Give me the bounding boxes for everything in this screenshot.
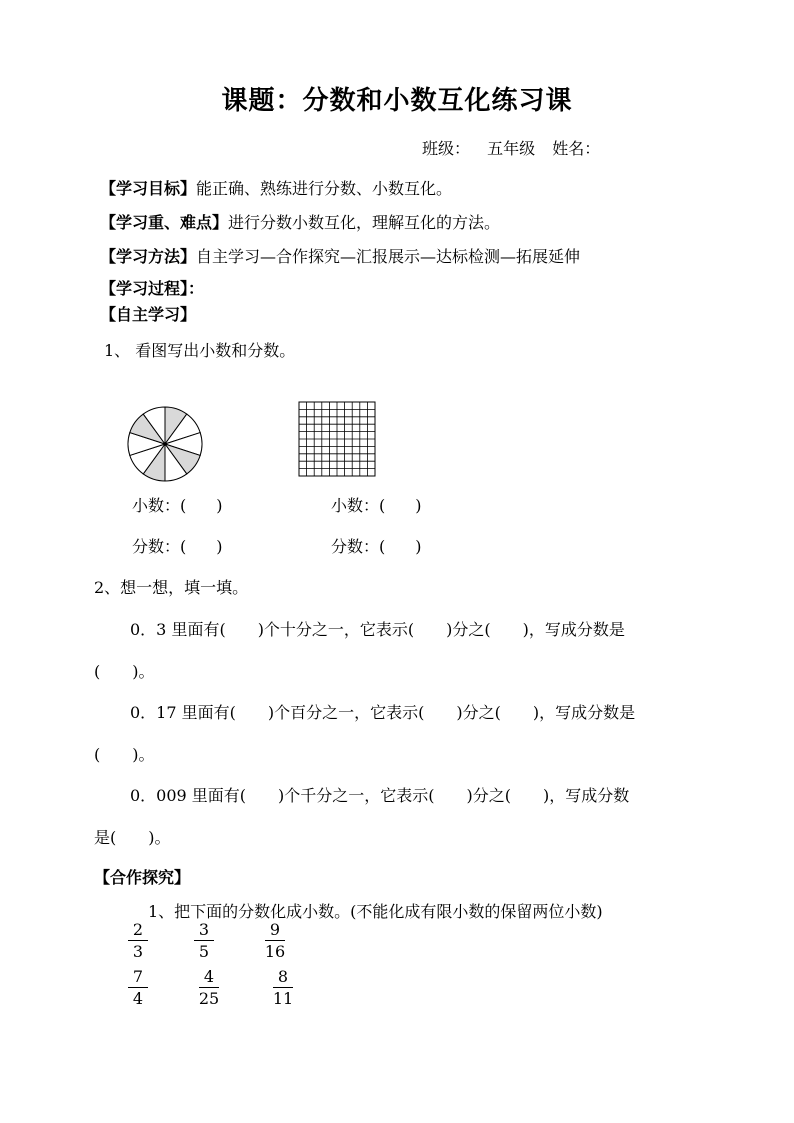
hundred-grid-diagram — [298, 401, 376, 477]
class-label: 班级： — [422, 139, 471, 158]
fraction-numerator: 4 — [203, 967, 215, 986]
coop-label: 【合作探究】 — [94, 868, 191, 887]
objective-text: 能正确、熟练进行分数、小数互化。 — [196, 179, 453, 198]
fraction — [120, 921, 156, 961]
question-2-line-1-cont: ( )。 — [94, 662, 155, 681]
fraction-numerator: 7 — [132, 967, 144, 986]
fraction-bar — [194, 940, 214, 941]
fraction-bar — [273, 987, 293, 988]
question-2-line-2-cont: ( )。 — [94, 745, 155, 764]
grid-decimal-label: 小数：( — [331, 496, 386, 515]
pie-diagram — [126, 405, 204, 483]
pie-fraction-line: 分数：( ) — [132, 537, 223, 556]
class-name-line — [422, 136, 612, 159]
fraction-denominator: 4 — [132, 989, 144, 1008]
pie-decimal-label: 小数：( — [132, 496, 187, 515]
fraction-denominator: 16 — [264, 942, 286, 961]
fraction-numerator: 8 — [277, 967, 289, 986]
process-line — [100, 276, 204, 299]
method-text: 自主学习—合作探究—汇报展示—达标检测—拓展延伸 — [196, 247, 581, 266]
fraction-denominator: 11 — [272, 989, 294, 1008]
fraction — [257, 921, 293, 961]
fraction-bar — [128, 940, 148, 941]
fraction-numerator: 9 — [269, 920, 281, 939]
fraction — [191, 968, 227, 1008]
question-2-line-2: 0．17 里面有( )个百分之一，它表示( )分之( )，写成分数是 — [130, 703, 636, 722]
fraction-denominator: 5 — [198, 942, 210, 961]
fraction — [120, 968, 156, 1008]
key-points-label: 【学习重、难点】 — [100, 213, 229, 232]
question-2-title: 2、想一想，填一填。 — [94, 578, 249, 597]
fraction-bar — [199, 987, 219, 988]
process-suffix: ： — [188, 279, 205, 298]
fraction — [265, 968, 301, 1008]
grid-decimal-line: 小数：( ) — [331, 496, 422, 515]
fraction-denominator: 25 — [198, 989, 220, 1008]
page-title: 课题：分数和小数互化练习课 — [221, 86, 573, 116]
class-value: 五年级 — [487, 139, 536, 158]
pie-fraction-label: 分数：( — [132, 537, 187, 556]
pie-decimal-line: 小数：( ) — [132, 496, 223, 515]
question-2-line-3: 0．009 里面有( )个千分之一，它表示( )分之( )，写成分数 — [130, 786, 630, 805]
objective-label: 【学习目标】 — [100, 179, 197, 198]
method-label: 【学习方法】 — [100, 247, 197, 266]
key-points-text: 进行分数小数互化，理解互化的方法。 — [228, 213, 501, 232]
grid-fraction-label: 分数：( — [331, 537, 386, 556]
self-study-label: 【自主学习】 — [100, 305, 197, 324]
fraction-numerator: 3 — [198, 920, 210, 939]
name-label: 姓名： — [552, 139, 601, 158]
key-points-line — [100, 210, 500, 233]
question-2-line-3-cont: 是( )。 — [94, 828, 171, 847]
objective-line — [100, 176, 452, 199]
self-study-question-1: 1、 看图写出小数和分数。 — [104, 341, 296, 360]
fraction — [186, 921, 222, 961]
fraction-numerator: 2 — [132, 920, 144, 939]
fraction-bar — [128, 987, 148, 988]
coop-heading — [94, 865, 190, 888]
coop-question-1: 1、把下面的分数化成小数。(不能化成有限小数的保留两位小数) — [148, 902, 603, 921]
fraction-denominator: 3 — [132, 942, 144, 961]
self-study-heading — [100, 302, 196, 325]
grid-fraction-line: 分数：( ) — [331, 537, 422, 556]
fraction-bar — [265, 940, 285, 941]
process-label: 【学习过程】 — [100, 279, 189, 298]
method-line — [100, 244, 580, 267]
question-2-line-1: 0．3 里面有( )个十分之一，它表示( )分之( )，写成分数是 — [130, 620, 625, 639]
